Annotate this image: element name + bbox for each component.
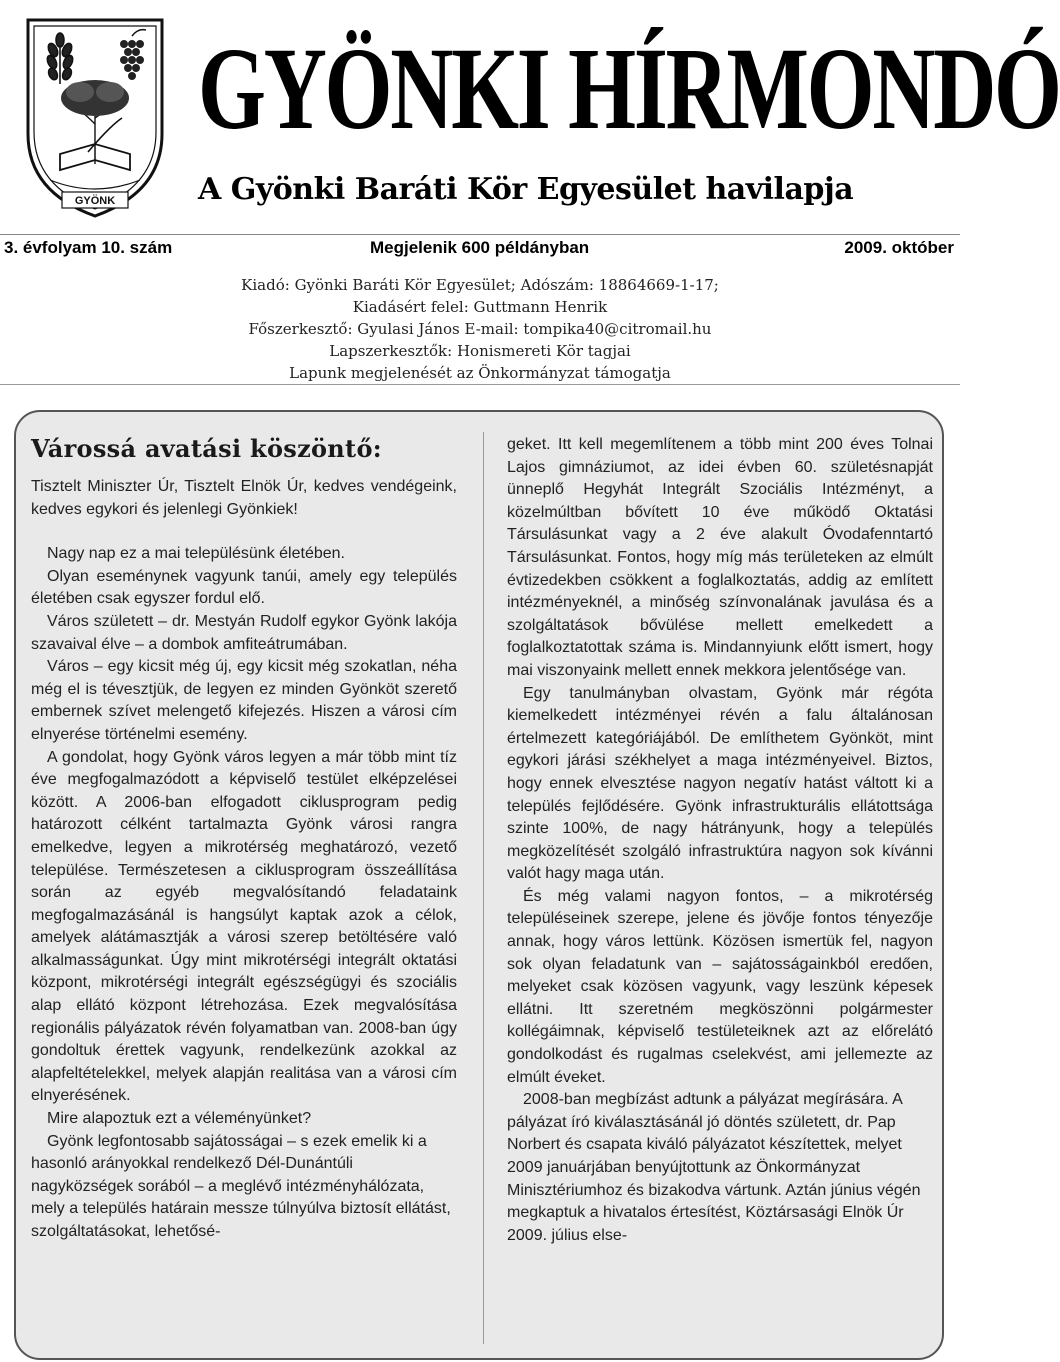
impressum (0, 274, 960, 384)
impressum-line: Kiadásért felel: Guttmann Henrik (352, 298, 608, 316)
volume-number: 3. évfolyam 10. szám (4, 238, 173, 257)
impressum-line: Lapszerkesztők: Honismereti Kör tagjai (329, 342, 631, 360)
article-paragraph: Olyan eseménynek vagyunk tanúi, amely egy település életében csak egyszer fordul elő. (31, 567, 457, 608)
divider (0, 234, 960, 235)
article-paragraph: Város – egy kicsit még új, egy kicsit még szokatlan, néha még el is tévesztjük, de legyen ez minden Gyönköt szerető embernek szívet melengető kifejezés. Hiszen a városi cím elnyerése történelmi esemény. (31, 658, 457, 743)
article-paragraph: És még valami nagyon fontos, – a mikrotérség településeinek szerepe, jelene és jövője fontos tényezője annak, hogy város lettünk. Közösen ismertük fel, nagyon sok olyan feladatunk van – sajátosságainkból eredően, melyeket csak közösen vagyunk, vagy leszünk képesek ellátni. Itt szeretném megköszönni polgármester kollégáimnak, képviselő testületeiknek azt az előrelátó gondolkodást és rugalmas cselekvést, ami jellemezte az elmúlt éveket. (507, 887, 933, 1086)
impressum-line: Főszerkesztő: Gyulasi János E-mail: tompika40@citromail.hu (248, 320, 712, 338)
town-crest-icon (20, 14, 170, 224)
column-divider (483, 432, 484, 1344)
article-paragraph: Gyönk legfontosabb sajátosságai – s ezek emelik ki a hasonló arányokkal rendelkező Dél-Dunántúli nagyközségek sorából – a meglévő intézményhálózata, mely a település határain messze túlnyúlva biztosít ellátást, szolgáltatásokat, lehetősé- (31, 1132, 451, 1240)
article-paragraph: Város született – dr. Mestyán Rudolf egykor Gyönk lakója szavaival élve – a dombok amfiteátrumában. (31, 612, 457, 653)
impressum-line: Kiadó: Gyönki Baráti Kör Egyesület; Adószám: 18864669-1-17; (241, 276, 719, 294)
article-box (14, 410, 944, 1360)
article-paragraph: geket. Itt kell megemlítenem a több mint 200 éves Tolnai Lajos gimnáziumot, az idei évben 60. születésnapját ünneplő Hegyhát Integrált Szociális Intézményt, a közelmúltban bővített 10 éve működő Oktatási Társulásunkat vagy a 2 éve alakult Óvodafenntartó Társulásunkat. Fontos, hogy míg más területeken az elmúlt évtizedekben csökkent a foglalkoztatás, addig az említett intézményeknél, a minőség színvonalának javulása és a szolgáltatások bővülése mellett emelkedett a foglalkoztatottak száma is. Mindannyiunk előtt ismert, hogy mai viszonyaink mellett ennek mekkora jelentősége van. (507, 436, 933, 679)
article-column-right (507, 434, 933, 1247)
divider (0, 384, 960, 385)
impressum-line: Lapunk megjelenését az Önkormányzat támogatja (289, 364, 671, 382)
issue-info-bar (0, 232, 960, 260)
article-title: Várossá avatási köszöntő: (31, 434, 382, 463)
article-paragraph: Egy tanulmányban olvastam, Gyönk már régóta kiemelkedett intézményei révén a falu általánosan értelmezett kategóriájából. De említhetem Gyönköt, mint egykori járási székhelyet a maga intézményeivel. Biztos, hogy ennek elvesztése nagyon negatív hatást váltott ki a település fejlődésére. Gyönk infrastrukturális ellátottsága szinte 100%, de nagy hátrányunk, hogy a település megközelítését szolgáló infrastruktúra nagyon sok kívánni valót hagy maga után. (507, 684, 933, 883)
issue-date: 2009. október (844, 238, 954, 257)
article-paragraph: Nagy nap ez a mai településünk életében. (47, 545, 345, 563)
print-run: Megjelenik 600 példányban (370, 238, 590, 257)
article-column-left (31, 434, 457, 1244)
svg-text:GYÖNK: GYÖNK (74, 195, 116, 207)
article-paragraph: A gondolat, hogy Gyönk város legyen a már több mint tíz éve megfogalmazódott a képviselő testület elképzelései között. A 2006-ban elfogadott ciklusprogram pedig határozott célként tartalmazta Gyönk városi rangra emelkedve, legyen a mikrotérség meghatározó, vezető települése. Természetesen a ciklusprogram összeállítása során az egyéb megvalósítandó feladataink megfogalmazásánál is hangsúlyt kaptak azok a célok, amelyek alátámasztják a városi szerep betöltésére való alkalmasságunkat. Úgy mint mikrotérségi integrált oktatási központ, mikrotérségi integrált egészségügyi és szociális alap ellátó központ létrehozása. Ezek megvalósítása regionális pályázatok révén folyamatban van. 2008-ban úgy gondoltuk érettek vagyunk, rendelkezünk azokkal az alapfeltételekkel, melyek alapján realitása van a városi cím elnyerésének. (31, 748, 457, 1105)
article-paragraph: Tisztelt Miniszter Úr, Tisztelt Elnök Úr, kedves vendégeink, kedves egykori és jelenlegi Gyönkiek! (31, 478, 457, 518)
article-paragraph: 2008-ban megbízást adtunk a pályázat megírására. A pályázat író kiválasztásánál jó döntés született, dr. Pap Norbert és csapata kiváló pályázatot készítettek, melyet 2009 januárjában benyújtottunk az Önkormányzat Minisztériumhoz és bizakodva vártunk. Aztán június végén megkaptuk a hivatalos értesítést, Köztársasági Elnök Úr 2009. július else- (507, 1091, 921, 1244)
article-paragraph: Mire alapoztuk ezt a véleményünket? (47, 1110, 312, 1128)
newspaper-subtitle: A Gyönki Baráti Kör Egyesület havilapja (198, 172, 854, 207)
masthead (0, 0, 1060, 232)
newspaper-title: GYÖNKI HÍRMONDÓ (198, 23, 1060, 154)
